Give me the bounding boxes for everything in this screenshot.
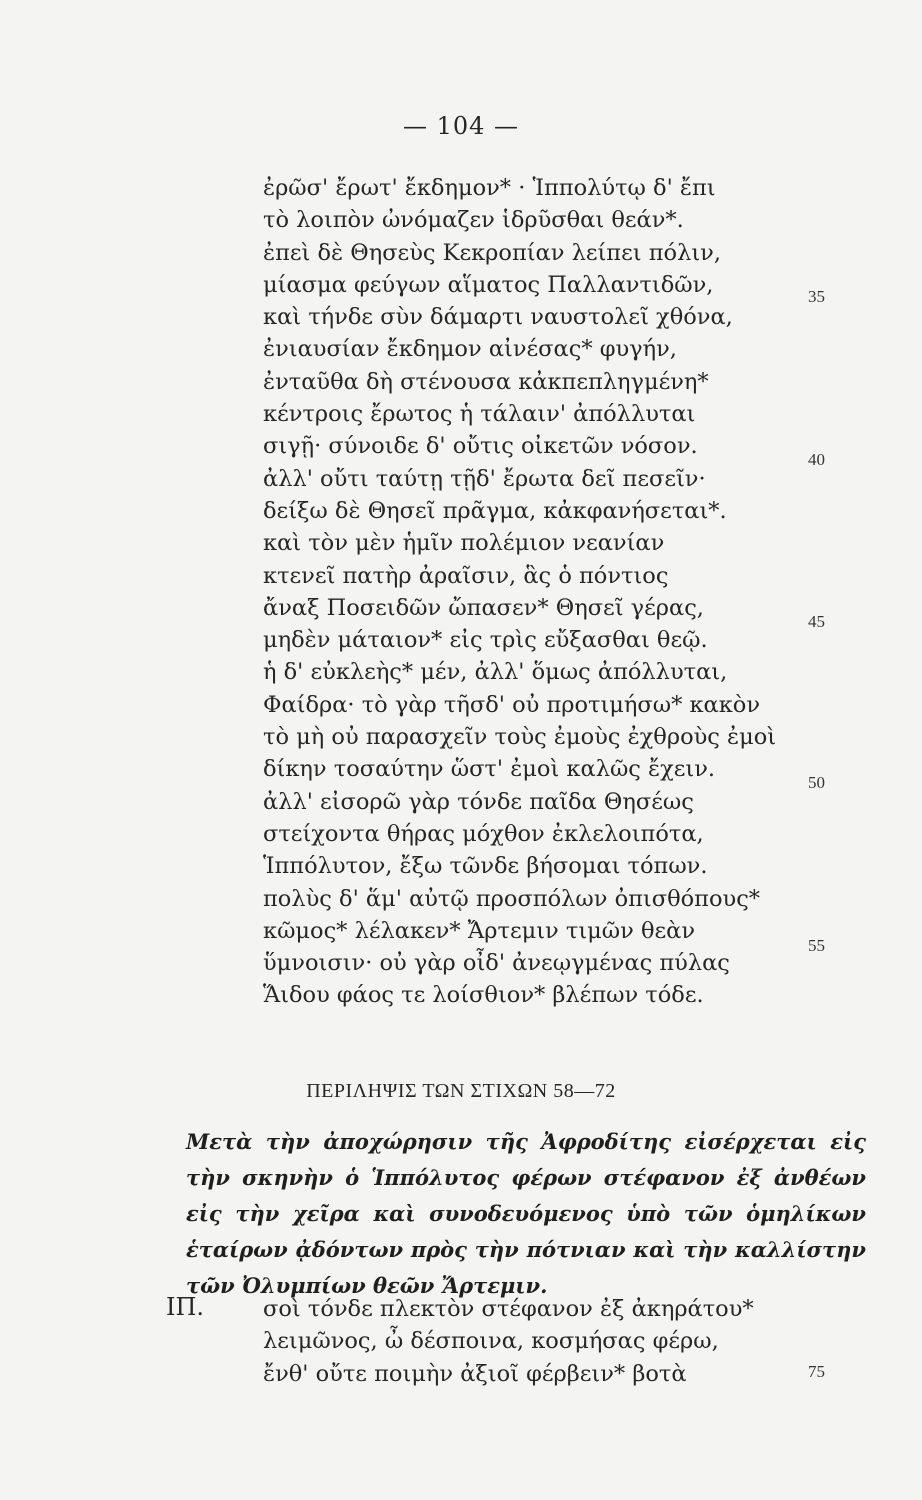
line-number: 40 [808,450,825,469]
verse-line: στείχοντα θήρας μόχθον ἐκλελοιπότα, [263,820,704,847]
line-number: 45 [808,612,825,631]
verse-line: Φαίδρα· τὸ γὰρ τῆσδ' οὐ προτιμήσω* κακὸν [263,691,761,718]
verse-line: καὶ τήνδε σὺν δάμαρτι ναυστολεῖ χθόνα, [263,304,733,331]
verse-block [263,172,793,1012]
verse-line: σοὶ τόνδε πλεκτὸν στέφανον ἐξ ἀκηράτου* [263,1296,754,1322]
verse-line: μηδὲν μάταιον* εἰς τρὶς εὔξασθαι θεῷ. [263,627,708,654]
verse-block [263,1293,793,1390]
summary-paragraph: Μετὰ τὴν ἀποχώρησιν τῆς Ἀφροδίτης εἰσέρχεται εἰς τὴν σκηνὴν ὁ Ἱππόλυτος φέρων στέφανον ἐξ ἀνθέων εἰς τὴν χεῖρα καὶ συνοδευόμενος ὑπὸ τῶν ὁμηλίκων ἑταίρων ᾀδόντων πρὸς τὴν πότνιαν καὶ τὴν καλλίστην τῶν Ὀλυμπίων θεῶν Ἄρτεμιν. [186,1129,866,1298]
line-number: 35 [808,287,825,306]
verse-line: δείξω δὲ Θησεῖ πρᾶγμα, κἀκφανήσεται*. [263,497,727,524]
line-number: 55 [808,936,825,955]
verse-line: κῶμος* λέλακεν* Ἄρτεμιν τιμῶν θεὰν [263,917,696,944]
line-number: 75 [808,1362,825,1381]
verse-line: ἄναξ Ποσειδῶν ὤπασεν* Θησεῖ γέρας, [263,594,704,621]
verse-line: ἀλλ' εἰσορῶ γὰρ τόνδε παῖδα Θησέως [263,788,694,815]
verse-line: δίκην τοσαύτην ὥστ' ἐμοὶ καλῶς ἔχειν. [263,756,716,783]
verse-line: ἐρῶσ' ἔρωτ' ἔκδημον* · Ἱππολύτῳ δ' ἔπι [263,175,716,201]
verse-line: ἡ δ' εὐκλεὴς* μέν, ἀλλ' ὅμως ἀπόλλυται, [263,659,728,686]
verse-line: ἐπεὶ δὲ Θησεὺς Κεκροπίαν λείπει πόλιν, [263,239,721,266]
verse-line: Ἱππόλυτον, ἔξω τῶνδε βήσομαι τόπων. [263,853,708,880]
verse-line: τὸ μὴ οὐ παρασχεῖν τοὺς ἐμοὺς ἐχθροὺς ἐμοὶ [263,724,777,751]
verse-line: τὸ λοιπὸν ὠνόμαζεν ἱδρῦσθαι θεάν*. [263,207,684,234]
verse-line: ἐνταῦθα δὴ στένουσα κἀκπεπληγμένη* [263,368,709,395]
verse-line: μίασμα φεύγων αἵματος Παλλαντιδῶν, [263,271,714,298]
summary-title: ΠΕΡΙΛΗΨΙΣ ΤΩΝ ΣΤΙΧΩΝ 58—72 [306,1080,616,1102]
line-number: 50 [808,773,825,792]
verse-line: καὶ τὸν μὲν ἡμῖν πολέμιον νεανίαν [263,530,665,557]
verse-line: ἀλλ' οὔτι ταύτῃ τῇδ' ἔρωτα δεῖ πεσεῖν· [263,465,706,492]
verse-line: ὕμνοισιν· οὐ γὰρ οἶδ' ἀνεῳγμένας πύλας [263,950,730,977]
speaker-label: ΙΠ. [166,1293,205,1321]
page-number: — 104 — [402,112,520,140]
verse-line: λειμῶνος, ὦ δέσποινα, κοσμήσας φέρω, [263,1328,719,1355]
verse-line: ἐνιαυσίαν ἔκδημον αἰνέσας* φυγήν, [263,336,677,363]
verse-line: Ἅιδου φάος τε λοίσθιον* βλέπων τόδε. [263,982,704,1009]
verse-line: κέντροις ἔρωτος ἡ τάλαιν' ἀπόλλυται [263,401,696,428]
verse-line: κτενεῖ πατὴρ ἀραῖσιν, ἃς ὁ πόντιος [263,562,669,589]
verse-line: πολὺς δ' ἅμ' αὐτῷ προσπόλων ὀπισθόπους* [263,885,761,912]
verse-line: σιγῇ· σύνοιδε δ' οὔτις οἰκετῶν νόσον. [263,433,698,460]
verse-line: ἔνθ' οὔτε ποιμὴν ἀξιοῖ φέρβειν* βοτὰ [263,1360,687,1387]
